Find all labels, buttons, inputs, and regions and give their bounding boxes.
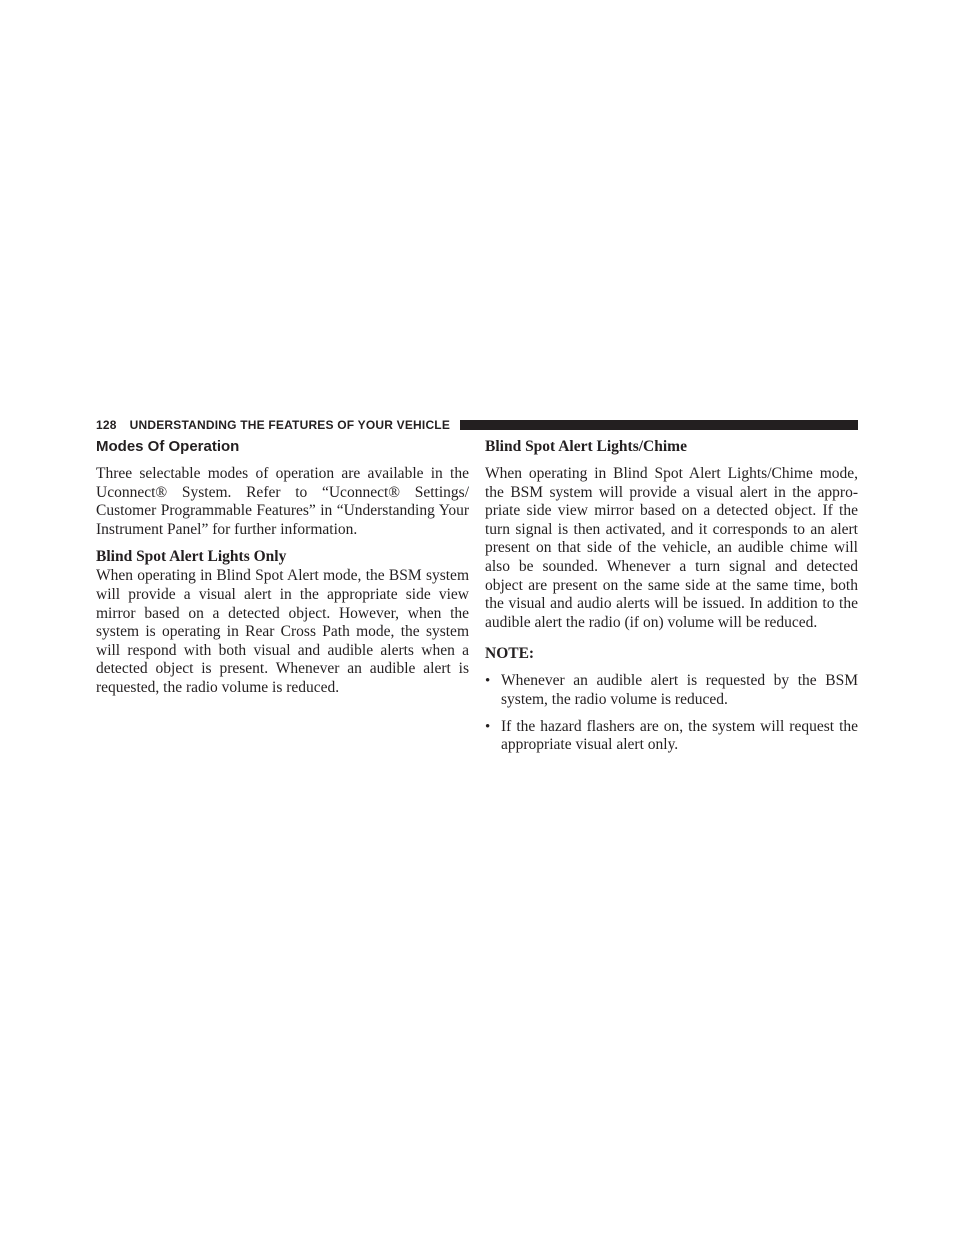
right-column: [485, 437, 858, 763]
note-list: [485, 672, 858, 754]
list-item: [485, 672, 858, 709]
list-item: [485, 718, 858, 755]
lights-chime-paragraph: When operating in Blind Spot Alert Lights/Chime mode, the BSM system will provide a visual alert in the appropriate side view mirror based on a detected object. If the turn signal is then activated, and it corresponds to an alert present on that side of the vehicle, an audible chime will also be sounded. Whenever a turn signal and detected object are present on the same side at the same time, both the visual and audio alerts will be issued. In addition to the audible alert the radio (if on) volume will be reduced.: [485, 465, 858, 631]
note-text: Whenever an audible alert is requested by the BSM system, the radio volume is reduced.: [501, 672, 858, 708]
header-rule: [460, 420, 858, 430]
lights-only-paragraph: When operating in Blind Spot Alert mode, the BSM system will provide a visual alert in the appropriate side view mirror based on a detected object. However, when the system is operating in Rear Cross Path mode, the system will respond with both visual and audible alerts when a detected object is present. Whenever an audible alert is requested, the radio volume is reduced.: [96, 567, 469, 696]
note-text: If the hazard flashers are on, the system will request the appropriate visual alert only.: [501, 717, 858, 754]
note-label: NOTE:: [485, 645, 535, 663]
bullet-icon: •: [485, 673, 491, 690]
modes-heading: Modes Of Operation: [96, 438, 240, 455]
lights-only-subheading: Blind Spot Alert Lights Only: [96, 548, 287, 566]
page-number: 128: [96, 418, 117, 432]
bullet-icon: •: [485, 718, 491, 735]
modes-intro-paragraph: Three selectable modes of operation are available in the Uconnect® System. Refer to “Uconnect® Settings/ Customer Programmable Features” in “Understanding Your Instrument Panel” for further information.: [96, 465, 469, 538]
lights-chime-subheading: Blind Spot Alert Lights/Chime: [485, 438, 687, 455]
left-column: [96, 437, 469, 698]
section-title: UNDERSTANDING THE FEATURES OF YOUR VEHICLE: [129, 418, 451, 432]
page-header: [96, 417, 858, 433]
